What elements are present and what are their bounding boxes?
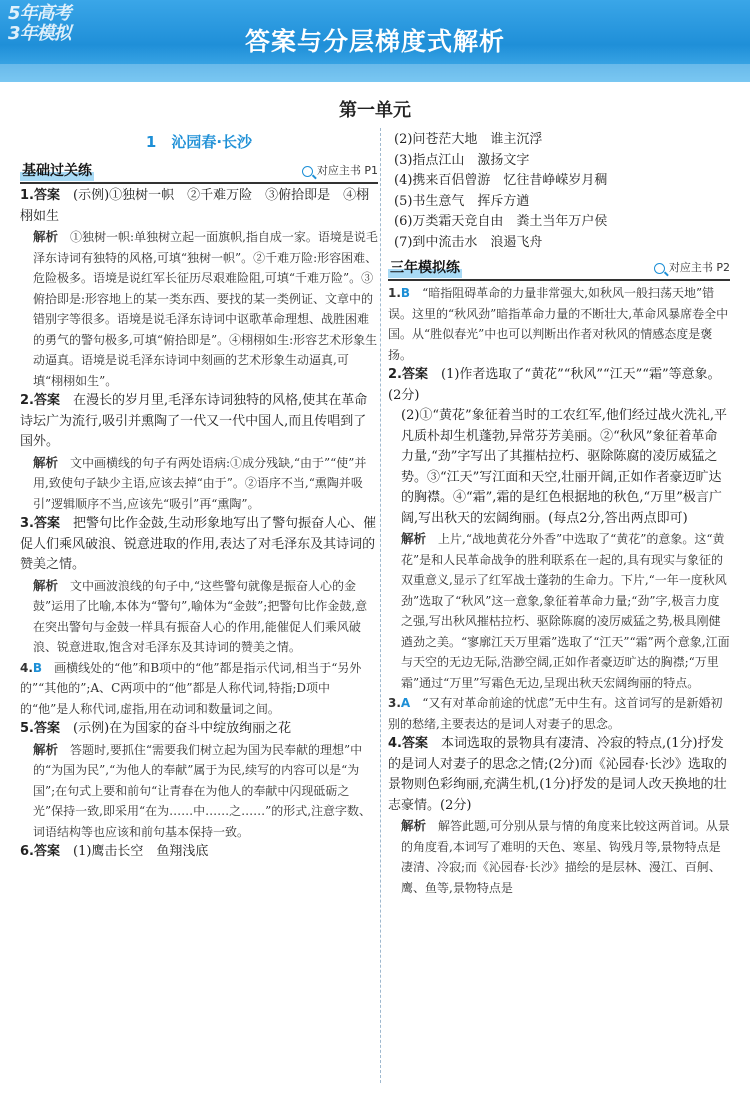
choice-answer: B xyxy=(32,660,43,675)
header-title: 答案与分层梯度式解析 xyxy=(244,27,505,56)
explanation: 解析 文中画横线的句子有两处语病:①成分残缺,“由于”“使”并用,致使句子缺少主语,应该去掉“由于”。②语序不当,“熏陶并吸引”逻辑顺序不当,应该先“吸引”再“熏陶”。 xyxy=(33,454,367,511)
question-item: 4.答案 本词选取的景物具有凄清、冷寂的特点,(1分)抒发的是词人对妻子的思念之情;(2分)而《沁园春·长沙》选取的景物则色彩绚丽,充满生机,(1分)抒发的是词人改天换地的壮志豪情。(2分) xyxy=(388,736,727,813)
answer-line: (2)问苍茫大地 谁主沉浮 xyxy=(394,132,543,147)
question-item: 4.B 画横线处的“他”和B项中的“他”都是指示代词,相当于“另外的”“其他的”;A、C两项中的“他”都是人称代词,特指;D项中的“他”是人称代词,虚指,用在动词和数量词之间。 xyxy=(20,660,362,716)
answer-line: (7)到中流击水 浪遏飞舟 xyxy=(394,234,543,250)
question-item: 3.答案 把警句比作金鼓,生动形象地写出了警句振奋人心、催促人们乘风破浪、锐意进取的作用,表达了对毛泽东及其诗词的赞美之情。 xyxy=(20,516,377,572)
section-ref: 对应主书 P2 xyxy=(654,258,730,279)
answer-text: (示例)①独树一帜 ②千难万险 ③俯拾即是 ④栩栩如生 xyxy=(20,188,370,224)
explanation: 解析 上片,“战地黄花分外香”中选取了“黄花”的意象。这“黄花”是和人民革命战争的胜利联系在一起的,具有现实与象征的双重意义,显示了红军战士蓬勃的生命力。下片,“一年一度秋风劲”选取了“秋风”这一意象,象征着革命力量;“劲”字,极言力度之强,写出秋风摧枯拉朽、驱除陈腐的凌厉威猛之势,极具刚健遒劲之美。“寥廓江天万里霜”选取了“江天”“霜”两个意象,江面与天空的无边无际,浩渺空阔,正如作者豪迈旷达的胸襟;“万里霜”通过“万里”写霜色无边,呈现出秋天宏阔绚丽的特点。 xyxy=(401,531,730,690)
section-header-basic xyxy=(20,160,378,184)
explanation: 解析 答题时,要抓住“需要我们树立起为国为民奉献的理想”中的“为国为民”,“为他人的奉献”属于为民,续写的内容可以是“为国”;在句式上要和前句“让青春在为他人的奉献中闪现砥砺之光”保持一致,即采用“在为……中……之……”的形式,注意字数、词语结构等也应该和前句基本保持一致。 xyxy=(33,741,372,839)
question-item: 2.答案 在漫长的岁月里,毛泽东诗词独特的风格,使其在革命诗坛广为流行,吸引并熏陶了一代又一代中国人,而且传唱到了国外。 xyxy=(20,393,368,449)
page-header xyxy=(0,0,750,82)
question-item: 2.答案 (1)作者选取了“黄花”“秋风”“江天”“霜”等意象。(2分) xyxy=(388,367,721,403)
answer-line: (6)万类霜天竞自由 粪土当年万户侯 xyxy=(394,214,608,229)
unit-title: 第一单元 xyxy=(339,100,411,121)
left-column xyxy=(20,160,378,863)
question-item: 6.答案 (1)鹰击长空 鱼翔浅底 xyxy=(20,844,209,859)
answer-line: (3)指点江山 激扬文字 xyxy=(394,152,530,168)
question-item: 5.答案 (示例)在为国家的奋斗中绽放绚丽之花 xyxy=(20,721,292,736)
header-band xyxy=(0,64,750,82)
section-header-mock xyxy=(388,257,730,281)
choice-answer: A xyxy=(400,696,411,710)
search-icon xyxy=(654,263,665,274)
column-divider xyxy=(380,128,381,1083)
section-ref: 对应主书 P1 xyxy=(302,161,378,182)
brand-logo: 5年高考 3年模拟 xyxy=(8,3,71,44)
explanation: 解析 文中画波浪线的句子中,“这些警句就像是振奋人心的金鼓”运用了比喻,本体为“警句”,喻体为“金鼓”;把警句比作金鼓,意在突出警句与金鼓一样具有振奋人心的作用,能催促人们乘风破浪、锐意进取,饱含对毛泽东及其诗词的赞美之情。 xyxy=(33,577,368,654)
right-column xyxy=(388,130,730,898)
answer-text: 在漫长的岁月里,毛泽东诗词独特的风格,使其在革命诗坛广为流行,吸引并熏陶了一代又一代中国人,而且传唱到了国外。 xyxy=(20,393,368,449)
explanation: 解析 ①独树一帜:单独树立起一面旗帜,指自成一家。语境是说毛泽东诗词有独特的风格,可填“独树一帜”。②千难万险:形容困难、危险极多。语境是说红军长征历尽艰难险阻,可填“千难万险”。③俯拾即是:形容地上的某一类东西、要找的某一类例证、文章中的错别字等很多。语境是说毛泽东诗词中讴歌革命理想、战胜困难的勇气的警句极多,可填“俯拾即是”。④栩栩如生:形容艺术形象生动逼真。语境是说毛泽东诗词中刻画的艺术形象生动逼真,可填“栩栩如生”。 xyxy=(33,229,378,388)
answer-line: (4)携来百侣曾游 忆往昔峥嵘岁月稠 xyxy=(394,173,608,188)
question-item: 1.答案 (示例)①独树一帜 ②千难万险 ③俯拾即是 ④栩栩如生 xyxy=(20,188,370,224)
answer-text: (示例)在为国家的奋斗中绽放绚丽之花 xyxy=(73,721,292,736)
choice-answer: B xyxy=(400,286,411,300)
question-item: 3.A “又有对革命前途的忧虑”无中生有。这首词写的是新婚初别的愁绪,主要表达的是词人对妻子的思念。 xyxy=(388,696,723,731)
search-icon xyxy=(302,166,313,177)
answer-line: (5)书生意气 挥斥方遒 xyxy=(394,193,530,209)
section-title: 三年模拟练 xyxy=(388,258,462,279)
explanation: 解析 解答此题,可分别从景与情的角度来比较这两首词。从景的角度看,本词写了难明的天色、寒星、钩残月等,景物特点是凄清、冷寂;而《沁园春·长沙》描绘的是层林、漫江、百舸、鹰、鱼等,景物特点是 xyxy=(401,818,730,895)
question-item: 1.B “暗指阻碍革命的力量非常强大,如秋风一般扫荡天地”错误。这里的“秋风劲”暗指革命力量的不断壮大,革命风暴席卷全中国。从“胜似春光”中也可以判断出作者对秋风的情感态度是褒扬。 xyxy=(388,286,729,362)
section-title: 基础过关练 xyxy=(20,161,94,182)
lesson-title: 1 沁园春·长沙 xyxy=(145,133,253,151)
answer-text: 把警句比作金鼓,生动形象地写出了警句振奋人心、催促人们乘风破浪、锐意进取的作用,表达了对毛泽东及其诗词的赞美之情。 xyxy=(20,516,377,572)
answer-text: (2)①“黄花”象征着当时的工农红军,他们经过战火洗礼,平凡质朴却生机蓬勃,异常芬芳美丽。②“秋风”象征着革命力量,“劲”字写出了其摧枯拉朽、驱除陈腐的凌厉威猛之势。③“江天”写江面和天空,壮丽开阔,正如作者豪迈旷达的胸襟。④“霜”,霜的是红色根据地的秋色,“万里”极言广阔,写出秋天的宏阔绚丽。(每点2分,答出两点即可) xyxy=(401,408,727,526)
